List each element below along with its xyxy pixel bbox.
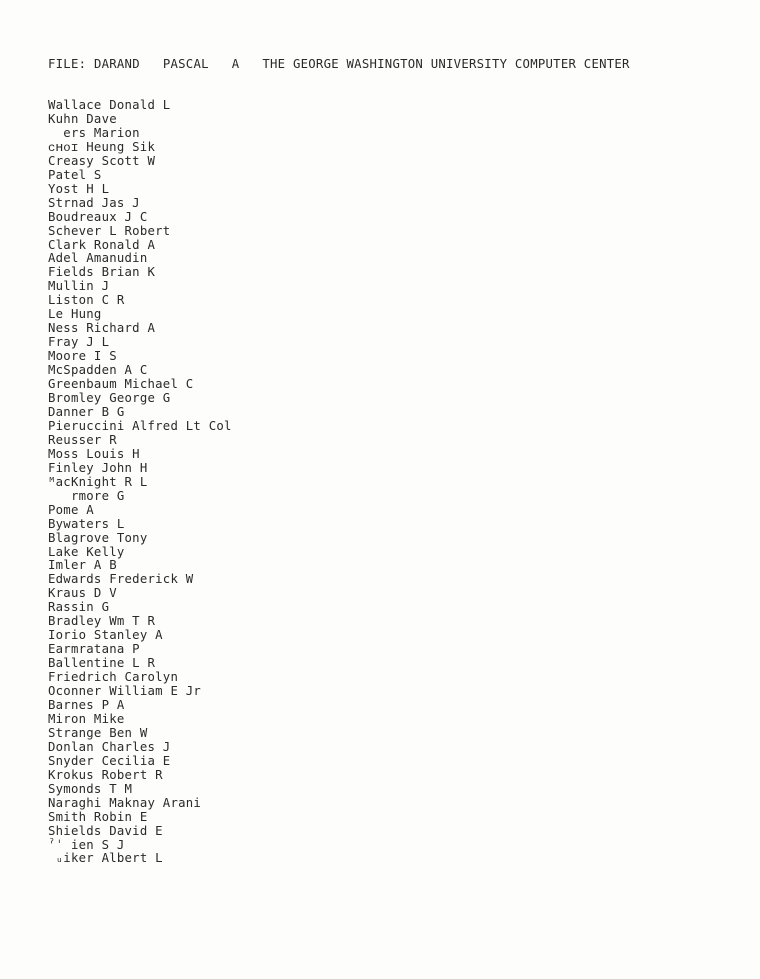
list-item: Strange Ben W [48,725,148,740]
list-item: Adel Amanudin [48,251,148,266]
list-item: Fray J L [48,335,110,350]
list-item: Snyder Cecilia E [48,753,171,768]
list-item: Oconner William E Jr [48,684,202,699]
list-item: ᵤiker Albert L [48,851,163,866]
page-header [48,57,630,71]
list-item: ers Marion [48,125,140,140]
list-item: Miron Mike [48,711,125,726]
list-item: Naraghi Maknay Arani [48,795,202,810]
list-item: Schever L Robert [48,223,171,238]
list-item: McSpadden A C [48,363,148,378]
list-item: Barnes P A [48,697,125,712]
list-item: Ness Richard A [48,321,156,336]
list-item: ᴹacKnight R L [48,474,148,489]
list-item: Yost H L [48,181,110,196]
list-item: Wallace Donald L [48,98,171,112]
list-item: Finley John H [48,460,148,475]
list-item: ˀˈ ien S J [48,837,125,852]
list-item: Fields Brian K [48,265,156,280]
list-item: Ballentine L R [48,656,156,671]
list-item: Blagrove Tony [48,530,148,545]
list-item: Pieruccini Alfred Lt Col [48,418,232,433]
list-item: Iorio Stanley A [48,628,163,643]
list-item: Bradley Wm T R [48,614,156,629]
list-item: Moss Louis H [48,446,140,461]
list-item: Imler A B [48,558,117,573]
list-item: Bywaters L [48,516,125,531]
list-item: Pome A [48,502,94,517]
list-item: Symonds T M [48,781,133,796]
list-item: Friedrich Carolyn [48,670,179,685]
list-item: Boudreaux J C [48,209,148,224]
file-label: FILE: [48,57,87,71]
file-name: DARAND [93,57,140,71]
list-item: Mullin J [48,279,110,294]
language-label: PASCAL [162,57,209,71]
list-item: Edwards Frederick W [48,572,194,587]
list-item: rmore G [48,488,125,503]
list-item: Kraus D V [48,586,117,601]
section-label: A [231,57,240,71]
list-item: Earmratana P [48,642,140,657]
list-item: Clark Ronald A [48,237,156,252]
list-item: ᴄʜᴏɪ Heung Sik [48,139,156,154]
list-item: Rassin G [48,600,110,615]
list-item: Reusser R [48,432,117,447]
institution-name: THE GEORGE WASHINGTON UNIVERSITY COMPUTER CENTER [262,57,630,71]
list-item: Shields David E [48,823,163,838]
list-item: Moore I S [48,349,117,364]
list-item: Krokus Robert R [48,767,163,782]
list-item: Patel S [48,167,102,182]
list-item: Danner B G [48,404,125,419]
list-item: Greenbaum Michael C [48,377,194,392]
list-item: Lake Kelly [48,544,125,559]
list-item: Liston C R [48,293,125,308]
name-list [48,99,232,866]
list-item: Kuhn Dave [48,111,117,126]
list-item: Smith Robin E [48,809,148,824]
list-item: Donlan Charles J [48,739,171,754]
list-item: Le Hung [48,307,102,322]
list-item: Creasy Scott W [48,153,156,168]
list-item: Strnad Jas J [48,195,140,210]
list-item: Bromley George G [48,391,171,406]
